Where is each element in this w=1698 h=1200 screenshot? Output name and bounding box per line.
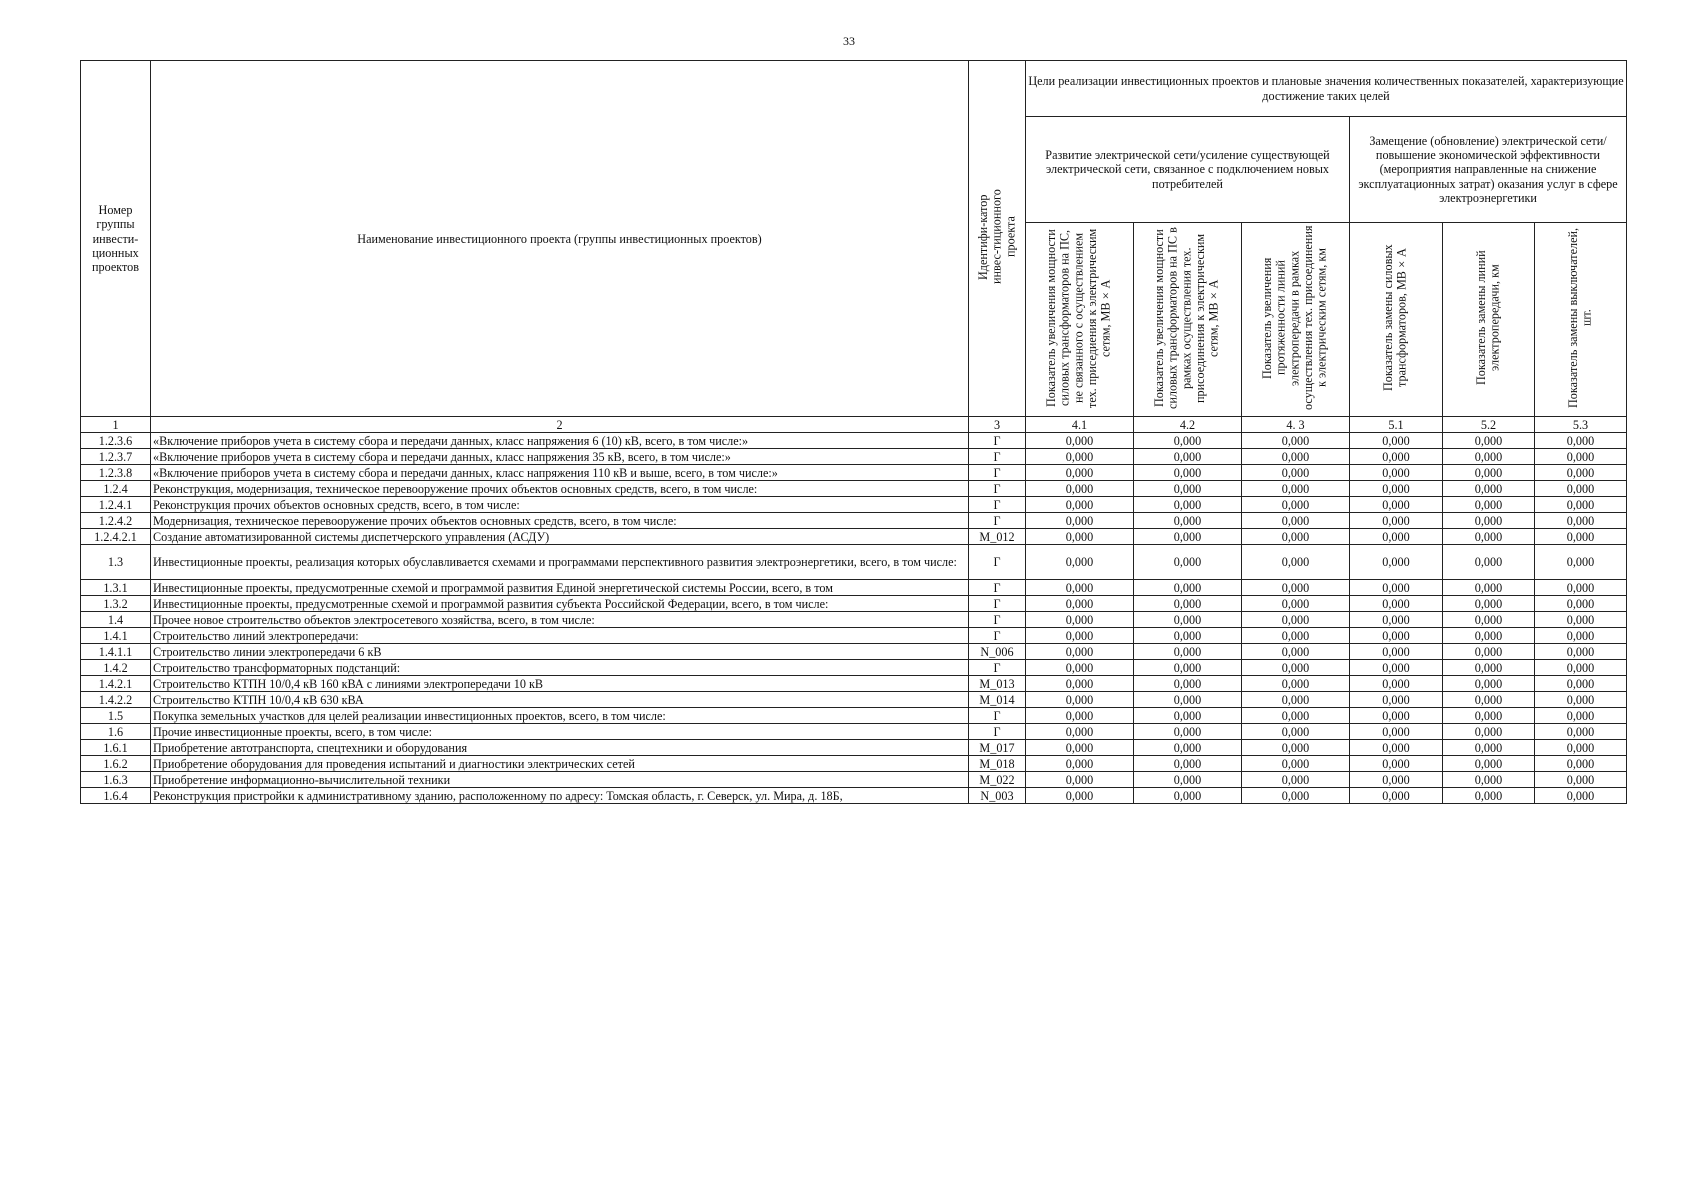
value-4-2-cell: 0,000 [1134, 612, 1242, 628]
value-4-1-cell: 0,000 [1026, 580, 1134, 596]
row-number-cell: 1.4.2.2 [81, 692, 151, 708]
value-5-1-cell: 0,000 [1350, 513, 1443, 529]
value-5-1-cell: 0,000 [1350, 449, 1443, 465]
project-name-cell: Строительство линий электропередачи: [151, 628, 969, 644]
value-4-1-cell: 0,000 [1026, 497, 1134, 513]
value-4-2-cell: 0,000 [1134, 449, 1242, 465]
value-4-1-cell: 0,000 [1026, 513, 1134, 529]
header-indicator-4-3-cell [1242, 223, 1350, 417]
header-identifier: Идентифи-катор инвес-тиционного проекта [975, 189, 1017, 285]
table-row [81, 740, 1627, 756]
project-name-cell: Прочее новое строительство объектов электросетевого хозяйства, всего, в том числе: [151, 612, 969, 628]
project-identifier-cell: M_013 [969, 676, 1026, 692]
value-5-2-cell: 0,000 [1443, 513, 1535, 529]
value-5-2-cell: 0,000 [1443, 788, 1535, 804]
value-4-2-cell: 0,000 [1134, 481, 1242, 497]
row-number-cell: 1.2.3.8 [81, 465, 151, 481]
project-name-cell: Модернизация, техническое перевооружение прочих объектов основных средств, всего, в том числе: [151, 513, 969, 529]
project-identifier-cell: N_003 [969, 788, 1026, 804]
project-identifier-cell: Г [969, 449, 1026, 465]
value-4-3-cell: 0,000 [1242, 708, 1350, 724]
header-indicator-5-3-cell [1535, 223, 1627, 417]
value-5-3-cell: 0,000 [1535, 724, 1627, 740]
project-identifier-cell: Г [969, 433, 1026, 449]
value-5-3-cell: 0,000 [1535, 788, 1627, 804]
value-5-3-cell: 0,000 [1535, 644, 1627, 660]
table-row [81, 465, 1627, 481]
project-name-cell: Приобретение информационно-вычислительной техники [151, 772, 969, 788]
value-4-2-cell: 0,000 [1134, 628, 1242, 644]
value-4-3-cell: 0,000 [1242, 724, 1350, 740]
project-name-cell: Инвестиционные проекты, реализация которых обуславливается схемами и программами перспективного развития электроэнергетики, всего, в том числе: [151, 545, 969, 580]
value-4-3-cell: 0,000 [1242, 465, 1350, 481]
value-5-3-cell: 0,000 [1535, 545, 1627, 580]
value-4-2-cell: 0,000 [1134, 660, 1242, 676]
row-number-cell: 1.6.2 [81, 756, 151, 772]
value-5-1-cell: 0,000 [1350, 708, 1443, 724]
value-4-2-cell: 0,000 [1134, 497, 1242, 513]
value-4-2-cell: 0,000 [1134, 465, 1242, 481]
value-5-3-cell: 0,000 [1535, 740, 1627, 756]
header-project-name: Наименование инвестиционного проекта (группы инвестиционных проектов) [151, 61, 969, 417]
table-row [81, 788, 1627, 804]
value-5-1-cell: 0,000 [1350, 756, 1443, 772]
header-indicator-5-1: Показатель замены силовых трансформаторов, МВ×А [1381, 244, 1409, 392]
project-name-cell: «Включение приборов учета в систему сбора и передачи данных, класс напряжения 110 кВ и выше, всего, в том числе:» [151, 465, 969, 481]
value-5-2-cell: 0,000 [1443, 465, 1535, 481]
value-5-2-cell: 0,000 [1443, 660, 1535, 676]
value-4-1-cell: 0,000 [1026, 724, 1134, 740]
project-identifier-cell: N_006 [969, 644, 1026, 660]
project-name-cell: Покупка земельных участков для целей реализации инвестиционных проектов, всего, в том числе: [151, 708, 969, 724]
column-index-cell: 4. 3 [1242, 417, 1350, 433]
value-4-1-cell: 0,000 [1026, 481, 1134, 497]
project-identifier-cell: Г [969, 497, 1026, 513]
value-5-2-cell: 0,000 [1443, 692, 1535, 708]
project-identifier-cell: Г [969, 465, 1026, 481]
header-identifier-cell [969, 61, 1026, 417]
value-4-1-cell: 0,000 [1026, 529, 1134, 545]
project-identifier-cell: M_018 [969, 756, 1026, 772]
project-name-cell: Реконструкция пристройки к административному зданию, расположенному по адресу: Томская область, г. Северск, ул. Мира, д. 18Б, [151, 788, 969, 804]
row-number-cell: 1.2.3.6 [81, 433, 151, 449]
value-5-3-cell: 0,000 [1535, 628, 1627, 644]
value-5-3-cell: 0,000 [1535, 612, 1627, 628]
value-5-2-cell: 0,000 [1443, 529, 1535, 545]
value-4-1-cell: 0,000 [1026, 612, 1134, 628]
project-name-cell: Приобретение автотранспорта, спецтехники и оборудования [151, 740, 969, 756]
value-5-3-cell: 0,000 [1535, 481, 1627, 497]
table-row [81, 756, 1627, 772]
investment-projects-table [80, 60, 1627, 804]
table-row [81, 449, 1627, 465]
value-5-1-cell: 0,000 [1350, 628, 1443, 644]
page-number: 33 [843, 34, 855, 48]
row-number-cell: 1.4.2.1 [81, 676, 151, 692]
value-5-2-cell: 0,000 [1443, 628, 1535, 644]
table-row [81, 497, 1627, 513]
row-number-cell: 1.3.2 [81, 596, 151, 612]
value-4-1-cell: 0,000 [1026, 433, 1134, 449]
table-row [81, 513, 1627, 529]
table-row [81, 692, 1627, 708]
table-row [81, 708, 1627, 724]
row-number-cell: 1.4.2 [81, 660, 151, 676]
project-identifier-cell: Г [969, 481, 1026, 497]
value-4-1-cell: 0,000 [1026, 644, 1134, 660]
value-5-2-cell: 0,000 [1443, 481, 1535, 497]
value-5-2-cell: 0,000 [1443, 433, 1535, 449]
value-5-3-cell: 0,000 [1535, 433, 1627, 449]
value-4-1-cell: 0,000 [1026, 545, 1134, 580]
row-number-cell: 1.6.4 [81, 788, 151, 804]
column-index-cell: 5.1 [1350, 417, 1443, 433]
row-number-cell: 1.4.1 [81, 628, 151, 644]
header-indicator-4-2: Показатель увеличения мощности силовых трансформаторов на ПС в рамках осуществления тех. присоединения к электрическим сетям, МВ×А [1152, 227, 1221, 409]
value-4-3-cell: 0,000 [1242, 740, 1350, 756]
value-5-3-cell: 0,000 [1535, 660, 1627, 676]
column-index-cell: 3 [969, 417, 1026, 433]
value-4-2-cell: 0,000 [1134, 756, 1242, 772]
value-4-1-cell: 0,000 [1026, 449, 1134, 465]
value-5-1-cell: 0,000 [1350, 692, 1443, 708]
value-4-1-cell: 0,000 [1026, 465, 1134, 481]
header-indicator-4-3: Показатель увеличения протяженности линий электропередачи в рамках осуществления тех. присоединения к электрическим сетям, км [1260, 225, 1329, 411]
project-identifier-cell: Г [969, 513, 1026, 529]
value-5-3-cell: 0,000 [1535, 772, 1627, 788]
header-indicator-4-1-cell [1026, 223, 1134, 417]
value-5-1-cell: 0,000 [1350, 612, 1443, 628]
column-index-cell: 2 [151, 417, 969, 433]
value-4-3-cell: 0,000 [1242, 596, 1350, 612]
column-index-cell: 5.2 [1443, 417, 1535, 433]
value-4-2-cell: 0,000 [1134, 708, 1242, 724]
value-4-3-cell: 0,000 [1242, 756, 1350, 772]
row-number-cell: 1.2.4.2.1 [81, 529, 151, 545]
project-name-cell: Инвестиционные проекты, предусмотренные схемой и программой развития Единой энергетической системы России, всего, в том [151, 580, 969, 596]
value-5-3-cell: 0,000 [1535, 465, 1627, 481]
value-4-2-cell: 0,000 [1134, 692, 1242, 708]
value-4-3-cell: 0,000 [1242, 449, 1350, 465]
value-5-2-cell: 0,000 [1443, 708, 1535, 724]
row-number-cell: 1.3.1 [81, 580, 151, 596]
value-4-3-cell: 0,000 [1242, 497, 1350, 513]
row-number-cell: 1.4.1.1 [81, 644, 151, 660]
value-5-1-cell: 0,000 [1350, 596, 1443, 612]
value-5-2-cell: 0,000 [1443, 545, 1535, 580]
project-name-cell: Строительство КТПН 10/0,4 кВ 630 кВА [151, 692, 969, 708]
project-name-cell: Инвестиционные проекты, предусмотренные схемой и программой развития субъекта Российской Федерации, всего, в том числе: [151, 596, 969, 612]
value-4-1-cell: 0,000 [1026, 740, 1134, 756]
value-5-2-cell: 0,000 [1443, 596, 1535, 612]
column-index-cell: 4.1 [1026, 417, 1134, 433]
column-index-cell: 1 [81, 417, 151, 433]
value-4-1-cell: 0,000 [1026, 788, 1134, 804]
value-5-1-cell: 0,000 [1350, 676, 1443, 692]
value-5-1-cell: 0,000 [1350, 644, 1443, 660]
project-name-cell: Строительство КТПН 10/0,4 кВ 160 кВА с линиями электропередачи 10 кВ [151, 676, 969, 692]
value-4-3-cell: 0,000 [1242, 772, 1350, 788]
table-row [81, 772, 1627, 788]
column-index-cell: 5.3 [1535, 417, 1627, 433]
table-row [81, 529, 1627, 545]
value-5-1-cell: 0,000 [1350, 545, 1443, 580]
table-row [81, 596, 1627, 612]
header-indicator-5-2-cell [1443, 223, 1535, 417]
value-5-3-cell: 0,000 [1535, 580, 1627, 596]
value-5-1-cell: 0,000 [1350, 740, 1443, 756]
row-number-cell: 1.5 [81, 708, 151, 724]
value-4-1-cell: 0,000 [1026, 676, 1134, 692]
table-body [81, 417, 1627, 804]
value-4-3-cell: 0,000 [1242, 580, 1350, 596]
value-4-2-cell: 0,000 [1134, 580, 1242, 596]
value-4-3-cell: 0,000 [1242, 660, 1350, 676]
value-4-2-cell: 0,000 [1134, 433, 1242, 449]
value-4-1-cell: 0,000 [1026, 692, 1134, 708]
project-name-cell: Строительство трансформаторных подстанций: [151, 660, 969, 676]
value-4-3-cell: 0,000 [1242, 676, 1350, 692]
value-5-1-cell: 0,000 [1350, 433, 1443, 449]
header-goals: Цели реализации инвестиционных проектов и плановые значения количественных показателей, характеризующие достижение таких целей [1026, 61, 1627, 117]
value-4-1-cell: 0,000 [1026, 660, 1134, 676]
value-4-3-cell: 0,000 [1242, 628, 1350, 644]
project-name-cell: Прочие инвестиционные проекты, всего, в том числе: [151, 724, 969, 740]
value-4-2-cell: 0,000 [1134, 788, 1242, 804]
header-indicator-5-3: Показатель замены выключателей, шт. [1565, 227, 1594, 409]
value-4-1-cell: 0,000 [1026, 596, 1134, 612]
project-identifier-cell: Г [969, 612, 1026, 628]
row-number-cell: 1.2.4.1 [81, 497, 151, 513]
value-5-3-cell: 0,000 [1535, 497, 1627, 513]
table-row [81, 433, 1627, 449]
value-4-2-cell: 0,000 [1134, 772, 1242, 788]
project-name-cell: Создание автоматизированной системы диспетчерского управления (АСДУ) [151, 529, 969, 545]
value-4-3-cell: 0,000 [1242, 545, 1350, 580]
header-group-5: Замещение (обновление) электрической сети/повышение экономической эффективности (мероприятия направленные на снижение эксплуатационных затрат) оказания услуг в сфере электроэнергетики [1350, 117, 1627, 223]
value-4-3-cell: 0,000 [1242, 612, 1350, 628]
value-5-3-cell: 0,000 [1535, 692, 1627, 708]
table-header [81, 61, 1627, 417]
header-indicator-5-2: Показатель замены линий электропередачи, км [1473, 250, 1502, 386]
value-4-2-cell: 0,000 [1134, 545, 1242, 580]
value-4-3-cell: 0,000 [1242, 433, 1350, 449]
value-5-1-cell: 0,000 [1350, 580, 1443, 596]
header-group-4: Развитие электрической сети/усиление существующей электрической сети, связанное с подключением новых потребителей [1026, 117, 1350, 223]
value-4-3-cell: 0,000 [1242, 644, 1350, 660]
project-name-cell: Реконструкция прочих объектов основных средств, всего, в том числе: [151, 497, 969, 513]
project-name-cell: «Включение приборов учета в систему сбора и передачи данных, класс напряжения 35 кВ, всего, в том числе:» [151, 449, 969, 465]
project-identifier-cell: Г [969, 724, 1026, 740]
project-name-cell: Строительство линии электропередачи 6 кВ [151, 644, 969, 660]
table-row [81, 660, 1627, 676]
row-number-cell: 1.4 [81, 612, 151, 628]
value-5-1-cell: 0,000 [1350, 788, 1443, 804]
value-4-2-cell: 0,000 [1134, 676, 1242, 692]
value-5-1-cell: 0,000 [1350, 529, 1443, 545]
value-5-2-cell: 0,000 [1443, 580, 1535, 596]
value-4-1-cell: 0,000 [1026, 708, 1134, 724]
value-4-3-cell: 0,000 [1242, 692, 1350, 708]
header-indicator-4-2-cell [1134, 223, 1242, 417]
project-identifier-cell: Г [969, 580, 1026, 596]
row-number-cell: 1.6 [81, 724, 151, 740]
value-4-1-cell: 0,000 [1026, 756, 1134, 772]
header-indicator-5-1-cell [1350, 223, 1443, 417]
header-group-number: Номер группы инвести-ционных проектов [81, 61, 151, 417]
project-name-cell: Реконструкция, модернизация, техническое перевооружение прочих объектов основных средств, всего, в том числе: [151, 481, 969, 497]
table-row [81, 724, 1627, 740]
value-5-3-cell: 0,000 [1535, 676, 1627, 692]
value-5-2-cell: 0,000 [1443, 612, 1535, 628]
row-number-cell: 1.2.3.7 [81, 449, 151, 465]
value-5-3-cell: 0,000 [1535, 708, 1627, 724]
project-identifier-cell: M_022 [969, 772, 1026, 788]
value-4-1-cell: 0,000 [1026, 628, 1134, 644]
project-identifier-cell: Г [969, 596, 1026, 612]
row-number-cell: 1.2.4.2 [81, 513, 151, 529]
value-4-2-cell: 0,000 [1134, 740, 1242, 756]
project-identifier-cell: M_012 [969, 529, 1026, 545]
project-identifier-cell: Г [969, 545, 1026, 580]
value-5-1-cell: 0,000 [1350, 481, 1443, 497]
table-row [81, 545, 1627, 580]
value-4-3-cell: 0,000 [1242, 788, 1350, 804]
column-index-row [81, 417, 1627, 433]
table-row [81, 481, 1627, 497]
value-5-1-cell: 0,000 [1350, 772, 1443, 788]
value-5-2-cell: 0,000 [1443, 772, 1535, 788]
value-5-1-cell: 0,000 [1350, 724, 1443, 740]
table-row [81, 628, 1627, 644]
column-index-cell: 4.2 [1134, 417, 1242, 433]
value-4-2-cell: 0,000 [1134, 596, 1242, 612]
value-4-2-cell: 0,000 [1134, 724, 1242, 740]
value-4-1-cell: 0,000 [1026, 772, 1134, 788]
row-number-cell: 1.6.1 [81, 740, 151, 756]
project-identifier-cell: Г [969, 628, 1026, 644]
value-4-3-cell: 0,000 [1242, 481, 1350, 497]
value-4-3-cell: 0,000 [1242, 513, 1350, 529]
project-identifier-cell: Г [969, 660, 1026, 676]
row-number-cell: 1.6.3 [81, 772, 151, 788]
value-5-2-cell: 0,000 [1443, 756, 1535, 772]
project-identifier-cell: Г [969, 708, 1026, 724]
value-5-3-cell: 0,000 [1535, 513, 1627, 529]
value-5-2-cell: 0,000 [1443, 740, 1535, 756]
row-number-cell: 1.3 [81, 545, 151, 580]
value-5-1-cell: 0,000 [1350, 660, 1443, 676]
value-5-2-cell: 0,000 [1443, 449, 1535, 465]
value-5-2-cell: 0,000 [1443, 724, 1535, 740]
table-row [81, 580, 1627, 596]
table-row [81, 612, 1627, 628]
project-identifier-cell: M_017 [969, 740, 1026, 756]
value-5-3-cell: 0,000 [1535, 756, 1627, 772]
table-row [81, 676, 1627, 692]
value-4-2-cell: 0,000 [1134, 644, 1242, 660]
value-4-2-cell: 0,000 [1134, 513, 1242, 529]
value-4-2-cell: 0,000 [1134, 529, 1242, 545]
value-5-3-cell: 0,000 [1535, 529, 1627, 545]
value-5-2-cell: 0,000 [1443, 676, 1535, 692]
value-4-3-cell: 0,000 [1242, 529, 1350, 545]
project-name-cell: Приобретение оборудования для проведения испытаний и диагностики электрических сетей [151, 756, 969, 772]
table-row [81, 644, 1627, 660]
project-name-cell: «Включение приборов учета в систему сбора и передачи данных, класс напряжения 6 (10) кВ, всего, в том числе:» [151, 433, 969, 449]
value-5-2-cell: 0,000 [1443, 644, 1535, 660]
value-5-3-cell: 0,000 [1535, 449, 1627, 465]
value-5-1-cell: 0,000 [1350, 465, 1443, 481]
value-5-2-cell: 0,000 [1443, 497, 1535, 513]
project-identifier-cell: M_014 [969, 692, 1026, 708]
value-5-1-cell: 0,000 [1350, 497, 1443, 513]
row-number-cell: 1.2.4 [81, 481, 151, 497]
value-5-3-cell: 0,000 [1535, 596, 1627, 612]
header-indicator-4-1: Показатель увеличения мощности силовых трансформаторов на ПС, не связанного с осуществлением тех. приседиения к электрическим сетям, МВ×А [1044, 228, 1113, 408]
